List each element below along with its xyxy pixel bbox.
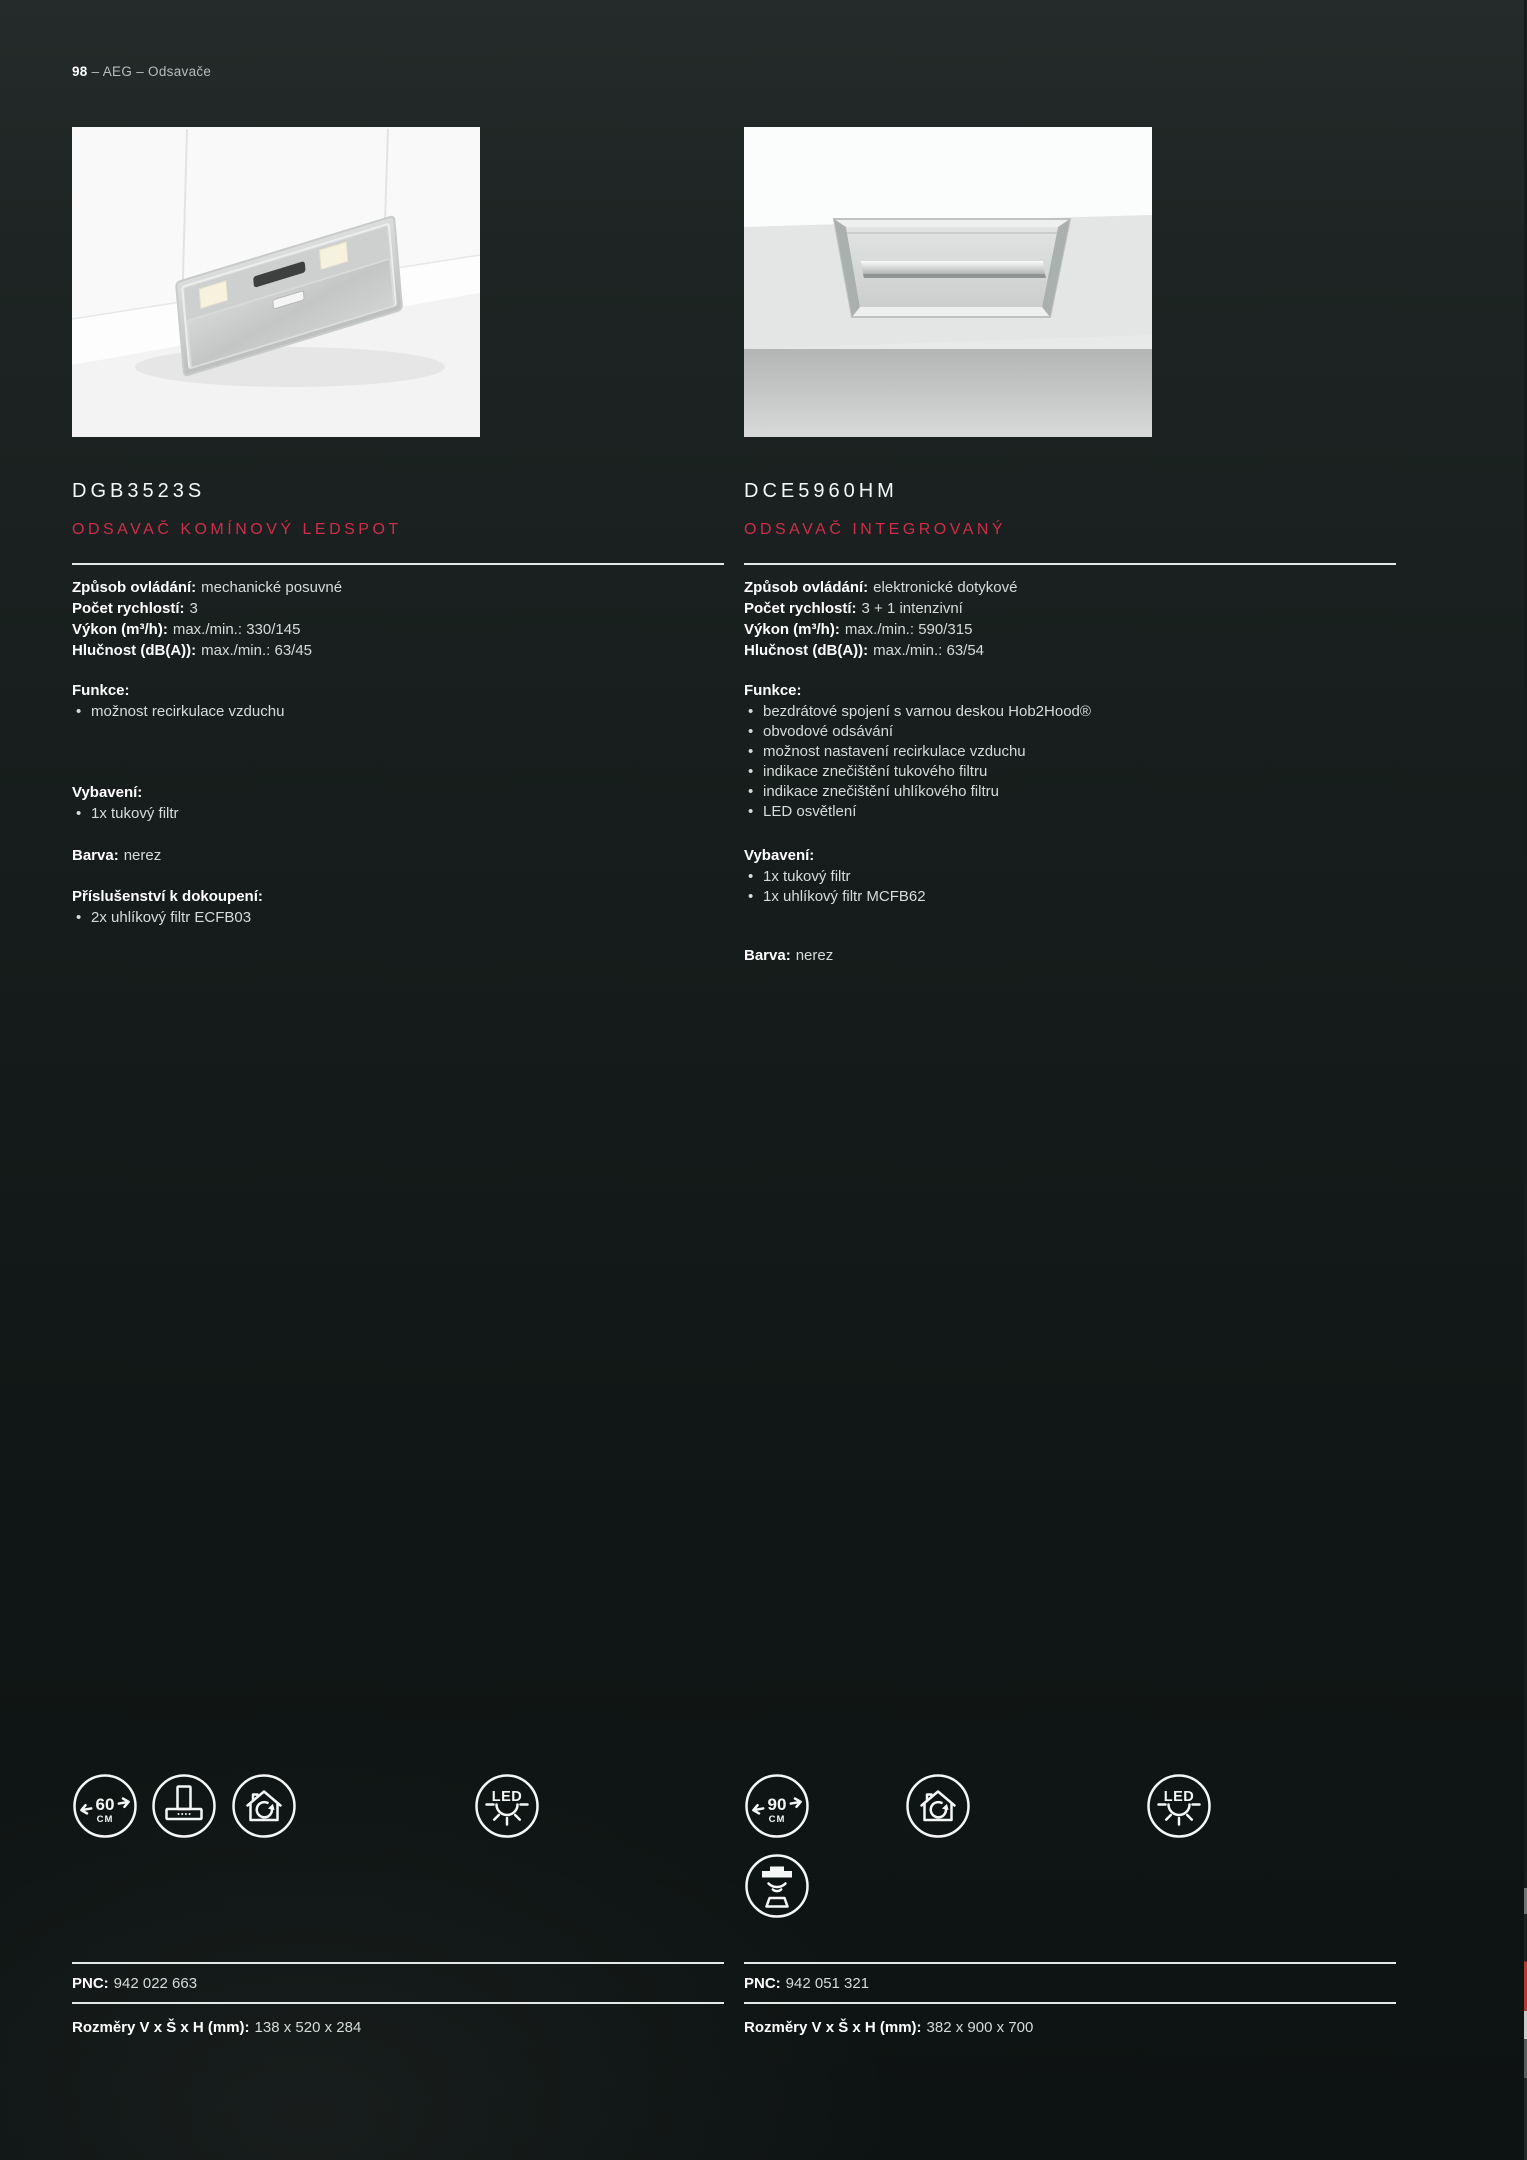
barva-label: Barva:: [72, 847, 119, 864]
barva-value: nerez: [795, 947, 834, 964]
pnc-divider-top: [72, 1962, 724, 1964]
section-heading-prislusenstvi: Příslušenství k dokoupení:: [72, 888, 263, 905]
spec-value: 3: [189, 600, 198, 617]
model-name: DCE5960HM: [744, 480, 898, 502]
spec-row: [72, 598, 342, 619]
section-vybaveni: [744, 845, 926, 907]
equipment-item: • 1x tukový filtr: [72, 804, 179, 824]
dimensions-value: 138 x 520 x 284: [254, 2019, 362, 2036]
pnc-divider-top: [744, 1962, 1396, 1964]
spec-value: mechanické posuvné: [201, 579, 343, 596]
section-vybaveni: [72, 782, 179, 824]
spec-value: max./min.: 590/315: [844, 621, 973, 638]
model-name: DGB3523S: [72, 480, 206, 502]
spec-value: max./min.: 330/145: [172, 621, 301, 638]
svg-text:CM: CM: [96, 1814, 114, 1825]
equipment-item: • 1x uhlíkový filtr MCFB62: [744, 887, 926, 907]
spec-list: [744, 577, 1017, 661]
svg-text:60: 60: [95, 1795, 115, 1814]
led-light-icon: [474, 1773, 540, 1839]
spec-value: 3 + 1 intenzivní: [861, 600, 963, 617]
feature-item: • bezdrátové spojení s varnou deskou Hob2Hood®: [744, 702, 1091, 722]
spec-row: [744, 598, 1017, 619]
section-heading-funkce: Funkce:: [72, 682, 130, 699]
dimensions-row: [72, 2018, 361, 2038]
dimensions-row: [744, 2018, 1033, 2038]
feature-item: • možnost recirkulace vzduchu: [72, 702, 284, 722]
spec-label: Počet rychlostí:: [744, 600, 857, 617]
section-heading-vybaveni: Vybavení:: [72, 784, 143, 801]
feature-icons: [744, 1773, 1396, 1923]
page-number: 98: [72, 64, 88, 79]
barva-label: Barva:: [744, 947, 791, 964]
pnc-value: 942 051 321: [785, 1975, 870, 1992]
product-card-dgb3523s: [72, 0, 724, 2160]
spec-label: Hlučnost (dB(A)):: [744, 642, 869, 659]
built-in-hood-illustration: [72, 127, 480, 437]
spec-row: [744, 640, 1017, 661]
spec-row: [72, 640, 342, 661]
dimensions-label: Rozměry V x Š x H (mm):: [72, 2019, 250, 2036]
spec-list: [72, 577, 342, 661]
equipment-list: [72, 804, 179, 824]
chimney-hood-icon: [151, 1773, 217, 1839]
accessory-list: [72, 908, 263, 928]
feature-item: • indikace znečištění tukového filtru: [744, 762, 1091, 782]
spec-row: [72, 577, 342, 598]
spec-value: max./min.: 63/45: [201, 642, 313, 659]
pnc-row: [72, 1974, 197, 1994]
pnc-value: 942 022 663: [113, 1975, 198, 1992]
pnc-divider-bottom: [744, 2002, 1396, 2004]
product-card-dce5960hm: [744, 0, 1396, 2160]
pnc-row: [744, 1974, 869, 1994]
barva-value: nerez: [123, 847, 162, 864]
dimensions-label: Rozměry V x Š x H (mm):: [744, 2019, 922, 2036]
feature-item: • LED osvětlení: [744, 802, 1091, 822]
pnc-label: PNC:: [72, 1975, 109, 1992]
section-barva: [72, 845, 161, 866]
spec-label: Hlučnost (dB(A)):: [72, 642, 197, 659]
svg-text:CM: CM: [768, 1814, 786, 1825]
title-divider: [744, 563, 1396, 565]
feature-icons: [72, 1773, 724, 1923]
section-heading-funkce: Funkce:: [744, 682, 802, 699]
section-funkce: [72, 680, 284, 722]
section-heading-vybaveni: Vybavení:: [744, 847, 815, 864]
section-barva: [744, 945, 833, 966]
spec-row: [744, 577, 1017, 598]
air-recirculation-icon: [905, 1773, 971, 1839]
spec-label: Způsob ovládání:: [744, 579, 869, 596]
ceiling-hood-illustration: [744, 127, 1152, 437]
equipment-list: [744, 867, 926, 907]
dimensions-value: 382 x 900 x 700: [926, 2019, 1034, 2036]
feature-list: [744, 702, 1091, 822]
air-recirculation-icon: [231, 1773, 297, 1839]
led-light-icon: [1146, 1773, 1212, 1839]
spec-label: Výkon (m³/h):: [744, 621, 840, 638]
svg-text:LED: LED: [1163, 1789, 1195, 1805]
pnc-divider-bottom: [72, 2002, 724, 2004]
feature-item: • indikace znečištění uhlíkového filtru: [744, 782, 1091, 802]
product-subtitle: ODSAVAČ INTEGROVANÝ: [744, 521, 1007, 538]
title-divider: [72, 563, 724, 565]
spec-row: [72, 619, 342, 640]
feature-item: • obvodové odsávání: [744, 722, 1091, 742]
product-photo-ceiling-hood: [744, 127, 1152, 437]
hob2hood-icon: [744, 1853, 810, 1919]
spec-label: Počet rychlostí:: [72, 600, 185, 617]
feature-item: • možnost nastavení recirkulace vzduchu: [744, 742, 1091, 762]
width-60cm-icon: [72, 1773, 138, 1839]
section-funkce: [744, 680, 1091, 822]
spec-value: max./min.: 63/54: [873, 642, 985, 659]
svg-text:LED: LED: [491, 1789, 523, 1805]
pnc-label: PNC:: [744, 1975, 781, 1992]
svg-text:90: 90: [767, 1795, 787, 1814]
breadcrumb: – AEG – Odsavače: [91, 64, 212, 79]
section-prislusenstvi: [72, 886, 263, 928]
accessory-item: • 2x uhlíkový filtr ECFB03: [72, 908, 263, 928]
equipment-item: • 1x tukový filtr: [744, 867, 926, 887]
product-photo-built-in-hood: [72, 127, 480, 437]
spec-value: elektronické dotykové: [873, 579, 1018, 596]
spec-row: [744, 619, 1017, 640]
spec-label: Způsob ovládání:: [72, 579, 197, 596]
feature-list: [72, 702, 284, 722]
spec-label: Výkon (m³/h):: [72, 621, 168, 638]
width-90cm-icon: [744, 1773, 810, 1839]
product-subtitle: ODSAVAČ KOMÍNOVÝ LEDSPOT: [72, 521, 402, 538]
